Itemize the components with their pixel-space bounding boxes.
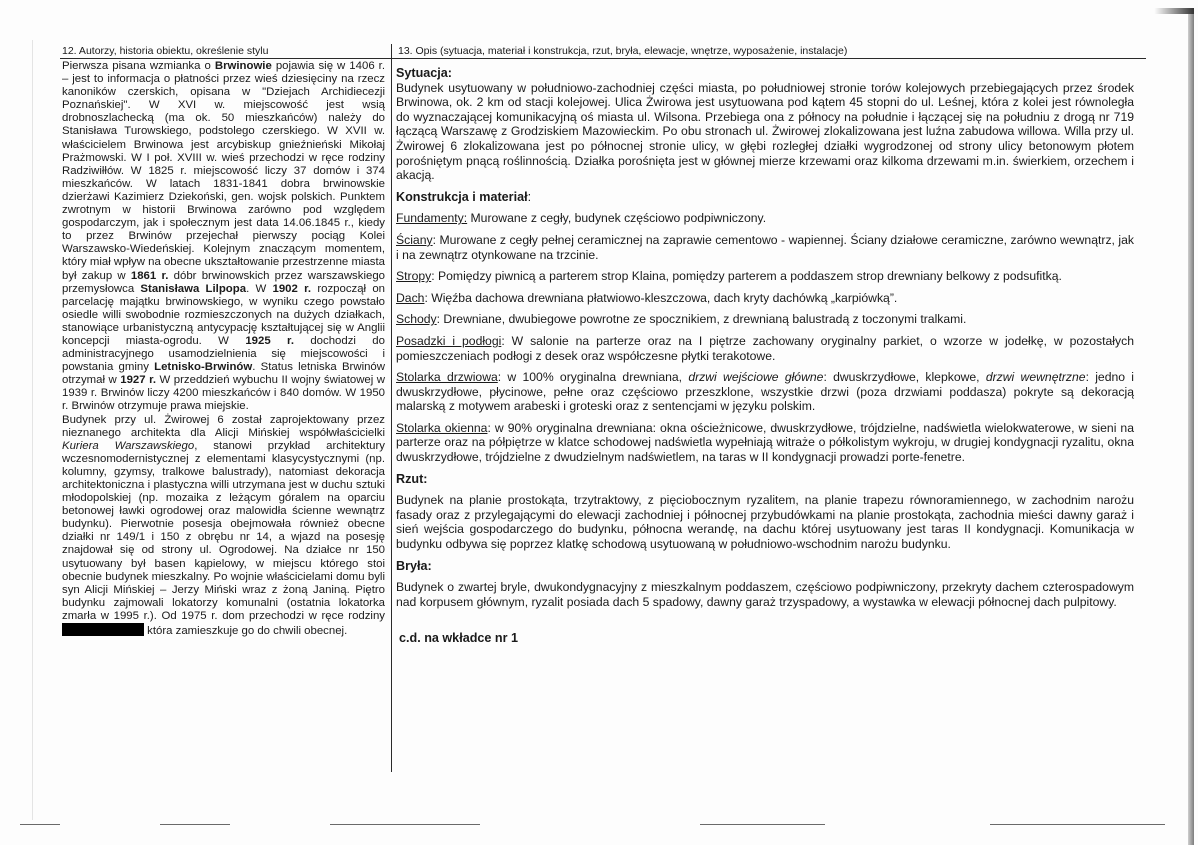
construction-ceilings: Stropy: Pomiędzy piwnicą a parterem strop Klaina, pomiędzy parterem a poddaszem strop drewniany belkowy z podsufitką. <box>396 269 1062 284</box>
description-column <box>396 66 1134 653</box>
footer-rule <box>160 824 230 825</box>
construction-roof: Dach: Więźba dachowa drewniana płatwiowo-kleszczowa, dach kryty dachówką „karpiówką”. <box>396 290 898 305</box>
history-paragraph-building: Budynek przy ul. Żwirowej 6 został zaprojektowany przez nieznanego architekta dla Alicji Mińskiej współwłaścicielki Kuriera Warszawskiego, stanowi przykład architektury wczesnomodernistycznej z elementami klasycystycznymi (np. kolumny, gzymsy, tralkowe balustrady), natomiast dekoracja architektoniczna i plastyczna willi utrzymana jest w duchu sztuki młodopolskiej (np. mozaika z leżącym góralem na oparciu betonowej ławki ogrodowej oraz malowidła ścienne wewnątrz budynku). Pierwotnie posesja obejmowała również obecne działki nr 149/1 i 150 z obrębu nr 14, a wjazd na posesję znajdował się od strony ul. Ogrodowej. Na działce nr 150 usytuowany był basen kąpielowy, w miejscu którego stoi obecnie budynek mieszkalny. Po wojnie właścicielami domu byli syn Alicji Mińskiej – Jerzy Miński wraz z żoną Janiną. Piętro budynku zajmowali lokatorzy komunalni (ostatnia lokatorka zmarła w 1995 r.). Od 1975 r. dom przechodzi w ręce rodziny która zamieszkuje go do chwili obecnej. <box>62 413 385 638</box>
plan-text: Budynek na planie prostokąta, trzytraktowy, z pięciobocznym ryzalitem, na planie trapezu równoramiennego, w zachodnim narożu fasady oraz z przylegającymi do elewacji zachodniej i północnej przybudówkami na planie prostokąta, zachodnia mieści dawny garaż i sień wejścia gospodarczego do budynku, północna werandę, na dachu której usytuowany jest taras II kondygnacji. Komunikacja w budynku odbywa się poprzez klatkę schodową usytuowaną w południowo-wschodnim narożu budynku. <box>396 493 1134 552</box>
section-12-title: 12. Autorzy, historia obiektu, określenie stylu <box>62 45 269 57</box>
scan-corner-shadow <box>1154 8 1194 14</box>
footer-rule <box>20 824 60 825</box>
heading-massing: Bryła: <box>396 558 432 573</box>
construction-windows: Stolarka okienna: w 90% oryginalna drewniana: okna ościeżnicowe, dwuskrzydłowe, trójdzielne, nadświetla wielokwaterowe, w sieni na parterze oraz na półpiętrze w klatce schodowej nadświetla wypełniają witraże o półkolistym wykroju, w drugiej kondygnacji ryzalitu, okna dwuskrzydłowe, trójdzielne z dwudzielnym nadświetlem, na taras w II kondygnacji prowadzi porte-fenetre. <box>396 420 1134 465</box>
construction-doors: Stolarka drzwiowa: w 100% oryginalna drewniana, drzwi wejściowe główne: dwuskrzydłowe, klepkowe, drzwi wewnętrzne: jedno i dwuskrzydłowe, płycinowe, pełne oraz częściowo przeszklone, wszystkie drzwi (poza drzwiami poddasza) pokryte są dekoracją malarską z motywem arabeski i groteski oraz z sentencjami w języku polskim. <box>396 370 1134 414</box>
history-column <box>62 60 385 638</box>
form-header-row <box>60 44 1146 59</box>
construction-foundations: Fundamenty: Murowane z cegły, budynek częściowo podpiwniczony. <box>396 211 767 226</box>
heading-construction: Konstrukcja i materiał: <box>396 189 532 204</box>
heading-situation: Sytuacja: <box>396 66 452 80</box>
construction-floors: Posadzki i podłogi: W salonie na parterze oraz na I piętrze zachowany oryginalny parkiet, o wzorze w jodełkę, w pozostałych pomieszczeniach podłogi z desek oraz współczesne płytki terakotowe. <box>396 333 1134 363</box>
situation-text: Budynek usytuowany w południowo-zachodniej części miasta, po południowej stronie torów kolejowych przebiegających przez środek Brwinowa, ok. 2 km od stacji kolejowej. Ulica Żwirowa jest usytuowana pod kątem 45 stopni do ul. Leśnej, która z kolei jest równoległa do wyznaczającej komunikacyjną oś miasta ul. Wilsona. Przebiega ona z północy na południe i łączącej się na południu z drogą nr 719 łączącą Warszawę z Grodziskiem Mazowieckim. Po obu stronach ul. Żwirowej zlokalizowana jest luźna zabudowa willowa. Willa przy ul. Żwirowej 6 zlokalizowana jest po północnej stronie ulicy, w głębi rozległej działki wygrodzonej od strony ulicy betonowym płotem porośniętym pnącą roślinnością. Działka porośnięta jest w głównej mierze krzewami oraz kilkoma drzewami m.in. świerkiem, orzechem i akacją. <box>396 80 1134 183</box>
footer-rule <box>330 824 480 825</box>
footer-rule <box>700 824 825 825</box>
construction-walls: Ściany: Murowane z cegły pełnej ceramicznej na zaprawie cementowo - wapiennej. Ściany działowe ceramiczne, zarówno wewnątrz, jak i na zewnątrz otynkowane na trzcinie. <box>396 232 1134 262</box>
column-divider <box>391 44 392 772</box>
continued-note: c.d. na wkładce nr 1 <box>399 631 518 646</box>
history-paragraph-town: Pierwsza pisana wzmianka o Brwinowie pojawia się w 1406 r. – jest to informacja o płatności przez wieś dziesięciny na rzecz kanoników czerskich, opisana w "Dziejach Archidiecezji Poznańskiej". W XVI w. miejscowość jest wsią drobnoszlachecką (ma ok. 50 mieszkańców) należy do Stanisława Turowskiego, podstolego czerskiego. W XVII w. właścicielem Brwinowa jest arcybiskup gnieźnieński Mikołaj Prażmowski. W I poł. XVIII w. wieś przechodzi w ręce rodziny Radziwiłłów. W 1825 r. miejscowość liczy 37 domów i 374 mieszkańców. W latach 1831-1841 dobra brwinowskie dzierżawi Kazimierz Dziekoński, gen. wojsk polskich. Punktem zwrotnym w historii Brwinowa zarówno pod względem gospodarczym, jak i społecznym jest data 14.06.1845 r., kiedy to przez Brwinów przejechał pierwszy pociąg Kolei Warszawsko-Wiedeńskiej. Kolejnym znaczącym momentem, który miał wpływ na obecne ukształtowanie przestrzenne miasta był zakup w 1861 r. dóbr brwinowskich przez warszawskiego przemysłowca Stanisława Lilpopa. W 1902 r. rozpoczął on parcelację majątku brwinowskiego, w wyniku czego powstało osiedle willi swobodnie rozmieszczonych na dużych działkach, stanowiące urbanistyczną antycypację kształtującej się w Anglii koncepcji miasta-ogrodu. W 1925 r. dochodzi do administracyjnego usamodzielnienia się miejscowości i powstania gminy Letnisko-Brwinów. Status letniska Brwinów otrzymał w 1927 r. W przeddzień wybuchu II wojny światowej w 1939 r. Brwinów liczy 4200 mieszkańców i 840 domów. W 1950 r. Brwinów otrzymuje prawa miejskie. <box>62 60 386 413</box>
heading-plan: Rzut: <box>396 471 428 486</box>
redaction-bar <box>62 623 144 636</box>
page-margin-line <box>32 40 33 820</box>
massing-text: Budynek o zwartej bryle, dwukondygnacyjny z mieszkalnym poddaszem, częściowo podpiwniczony, przekryty dachem czterospadowym nad korpusem głównym, ryzalit posiada dach 5 spadowy, dawny garaż trzyspadowy, a wystawka w elewacji północnej dach pulpitowy. <box>396 580 1134 609</box>
construction-stairs: Schody: Drewniane, dwubiegowe powrotne ze spocznikiem, z drewnianą balustradą z toczonymi tralkami. <box>396 312 967 327</box>
section-13-title: 13. Opis (sytuacja, materiał i konstrukcja, rzut, bryła, elewacje, wnętrze, wyposażenie, instalacje) <box>398 45 848 57</box>
scan-edge-shadow <box>1188 8 1194 845</box>
footer-rule <box>990 824 1165 825</box>
